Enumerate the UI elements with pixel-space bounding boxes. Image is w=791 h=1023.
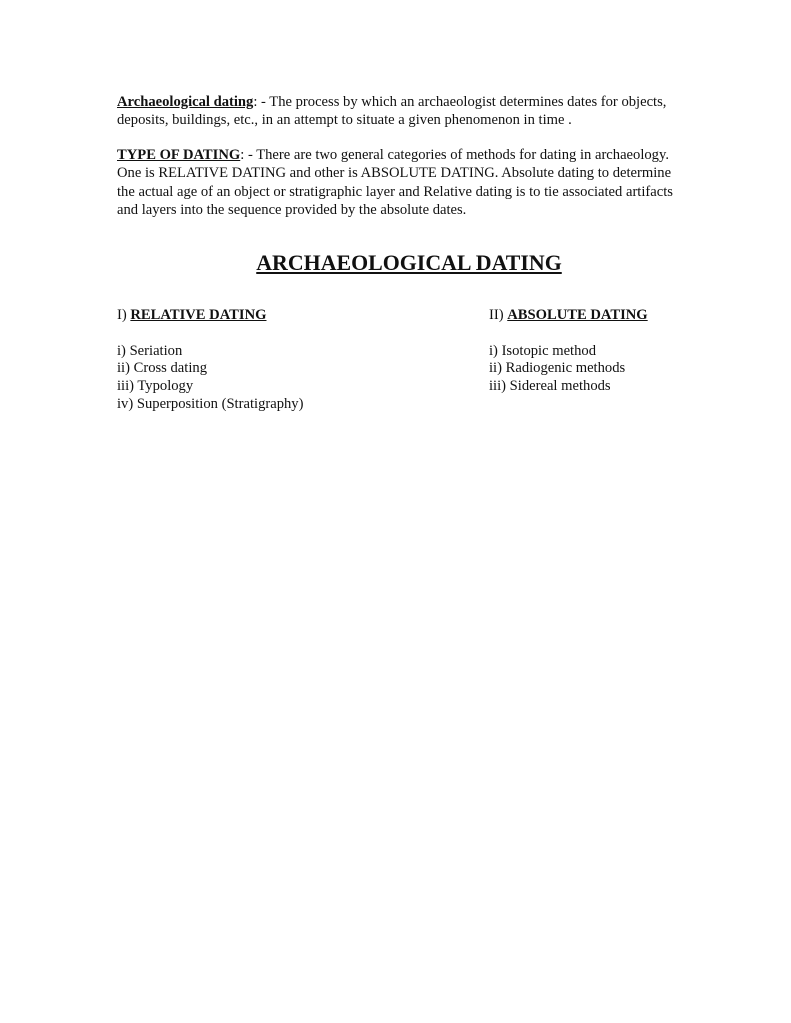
list-item: iv) Superposition (Stratigraphy): [117, 395, 304, 412]
absolute-dating-column: [489, 307, 648, 396]
absolute-dating-prefix: II): [489, 307, 508, 323]
relative-dating-heading: [117, 307, 303, 325]
definition-text: : - The process by which an archaeologist determines dates for objects, deposits, buildings, etc., in an attempt to situate a given phenomenon in time .: [117, 94, 667, 129]
absolute-dating-heading: [489, 307, 648, 325]
definition-paragraph: [117, 93, 677, 130]
list-item: i) Isotopic method: [489, 342, 597, 359]
list-item: ii) Radiogenic methods: [489, 360, 626, 377]
types-term: TYPE OF DATING: [117, 147, 241, 163]
absolute-dating-title: ABSOLUTE DATING: [507, 307, 648, 323]
relative-dating-prefix: I): [117, 307, 131, 323]
absolute-dating-list: [489, 343, 648, 396]
list-item: iii) Typology: [117, 378, 194, 395]
definition-term: Archaeological dating: [117, 94, 254, 110]
list-item: iii) Sidereal methods: [489, 378, 611, 395]
types-text: : - There are two general categories of methods for dating in archaeology. One is RELATIVE DATING and other is ABSOLUTE DATING. Absolute dating to determine the actual age of an object or stratigraphic layer and Relative dating is to tie associated artifacts and layers into the sequence provided by the absolute dates.: [117, 147, 673, 218]
main-heading: ARCHAEOLOGICAL DATING: [256, 250, 562, 275]
relative-dating-column: [117, 307, 303, 414]
list-item: i) Seriation: [117, 342, 183, 359]
types-paragraph: [117, 146, 677, 219]
relative-dating-title: RELATIVE DATING: [130, 307, 267, 323]
list-item: ii) Cross dating: [117, 360, 207, 377]
relative-dating-list: [117, 343, 303, 414]
